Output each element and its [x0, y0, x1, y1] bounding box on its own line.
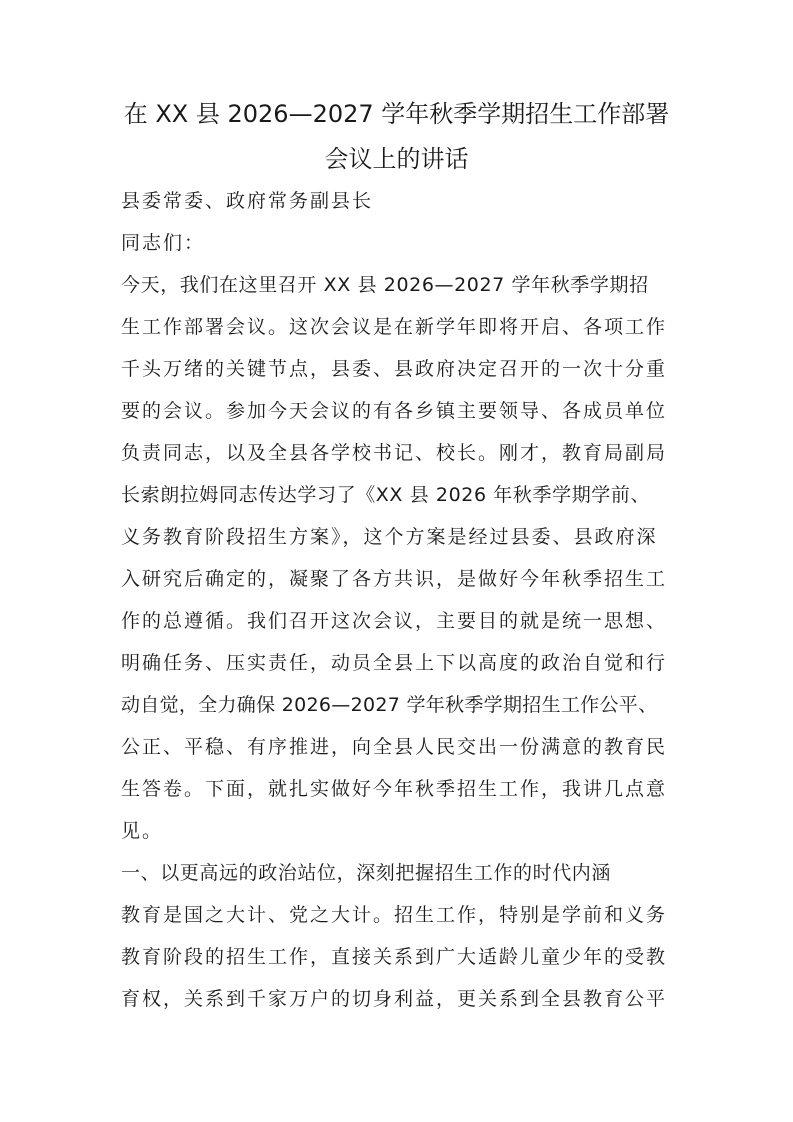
- paragraph-1-line-14: 见。: [121, 820, 164, 842]
- paragraph-1-line-6: 长索朗拉姆同志传达学习了《XX 县 2026 年秋季学期学前、: [121, 484, 651, 506]
- paragraph-1-line-9: 作的总遵循。我们召开这次会议，主要目的就是统一思想、: [121, 610, 668, 632]
- speaker-line: 县委常委、政府常务副县长: [121, 190, 374, 212]
- paragraph-1-line-3: 千头万绪的关键节点，县委、县政府决定召开的一次十分重: [121, 358, 668, 380]
- paragraph-1-line-1: 今天，我们在这里召开 XX 县 2026—2027 学年秋季学期招: [121, 274, 649, 296]
- paragraph-1-line-12: 公正、平稳、有序推进，向全县人民交出一份满意的教育民: [121, 736, 668, 758]
- paragraph-1-line-2: 生工作部署会议。这次会议是在新学年即将开启、各项工作: [121, 316, 668, 338]
- paragraph-1-line-5: 负责同志，以及全县各学校书记、校长。刚才，教育局副局: [121, 442, 668, 464]
- salutation-line: 同志们：: [121, 232, 206, 254]
- paragraph-1-line-7: 义务教育阶段招生方案》，这个方案是经过县委、县政府深: [121, 526, 658, 548]
- paragraph-2-line-3: 育权，关系到千家万户的切身利益，更关系到全县教育公平: [121, 988, 668, 1010]
- document-title-line-2: 会议上的讲话: [324, 145, 469, 173]
- document-title-line-1: 在 XX 县 2026—2027 学年秋季学期招生工作部署: [123, 100, 670, 128]
- section-1-heading: 一、以更高远的政治站位，深刻把握招生工作的时代内涵: [121, 862, 612, 884]
- paragraph-1-line-13: 生答卷。下面，就扎实做好今年秋季招生工作，我讲几点意: [121, 778, 668, 800]
- paragraph-1-line-4: 要的会议。参加今天会议的有各乡镇主要领导、各成员单位: [121, 400, 668, 422]
- paragraph-1-line-8: 入研究后确定的，凝聚了各方共识，是做好今年秋季招生工: [121, 568, 668, 590]
- paragraph-1-line-10: 明确任务、压实责任，动员全县上下以高度的政治自觉和行: [121, 652, 668, 674]
- paragraph-1-line-11: 动自觉，全力确保 2026—2027 学年秋季学期招生工作公平、: [121, 694, 658, 716]
- paragraph-2-line-1: 教育是国之大计、党之大计。招生工作，特别是学前和义务: [121, 904, 668, 926]
- paragraph-2-line-2: 教育阶段的招生工作，直接关系到广大适龄儿童少年的受教: [121, 946, 668, 968]
